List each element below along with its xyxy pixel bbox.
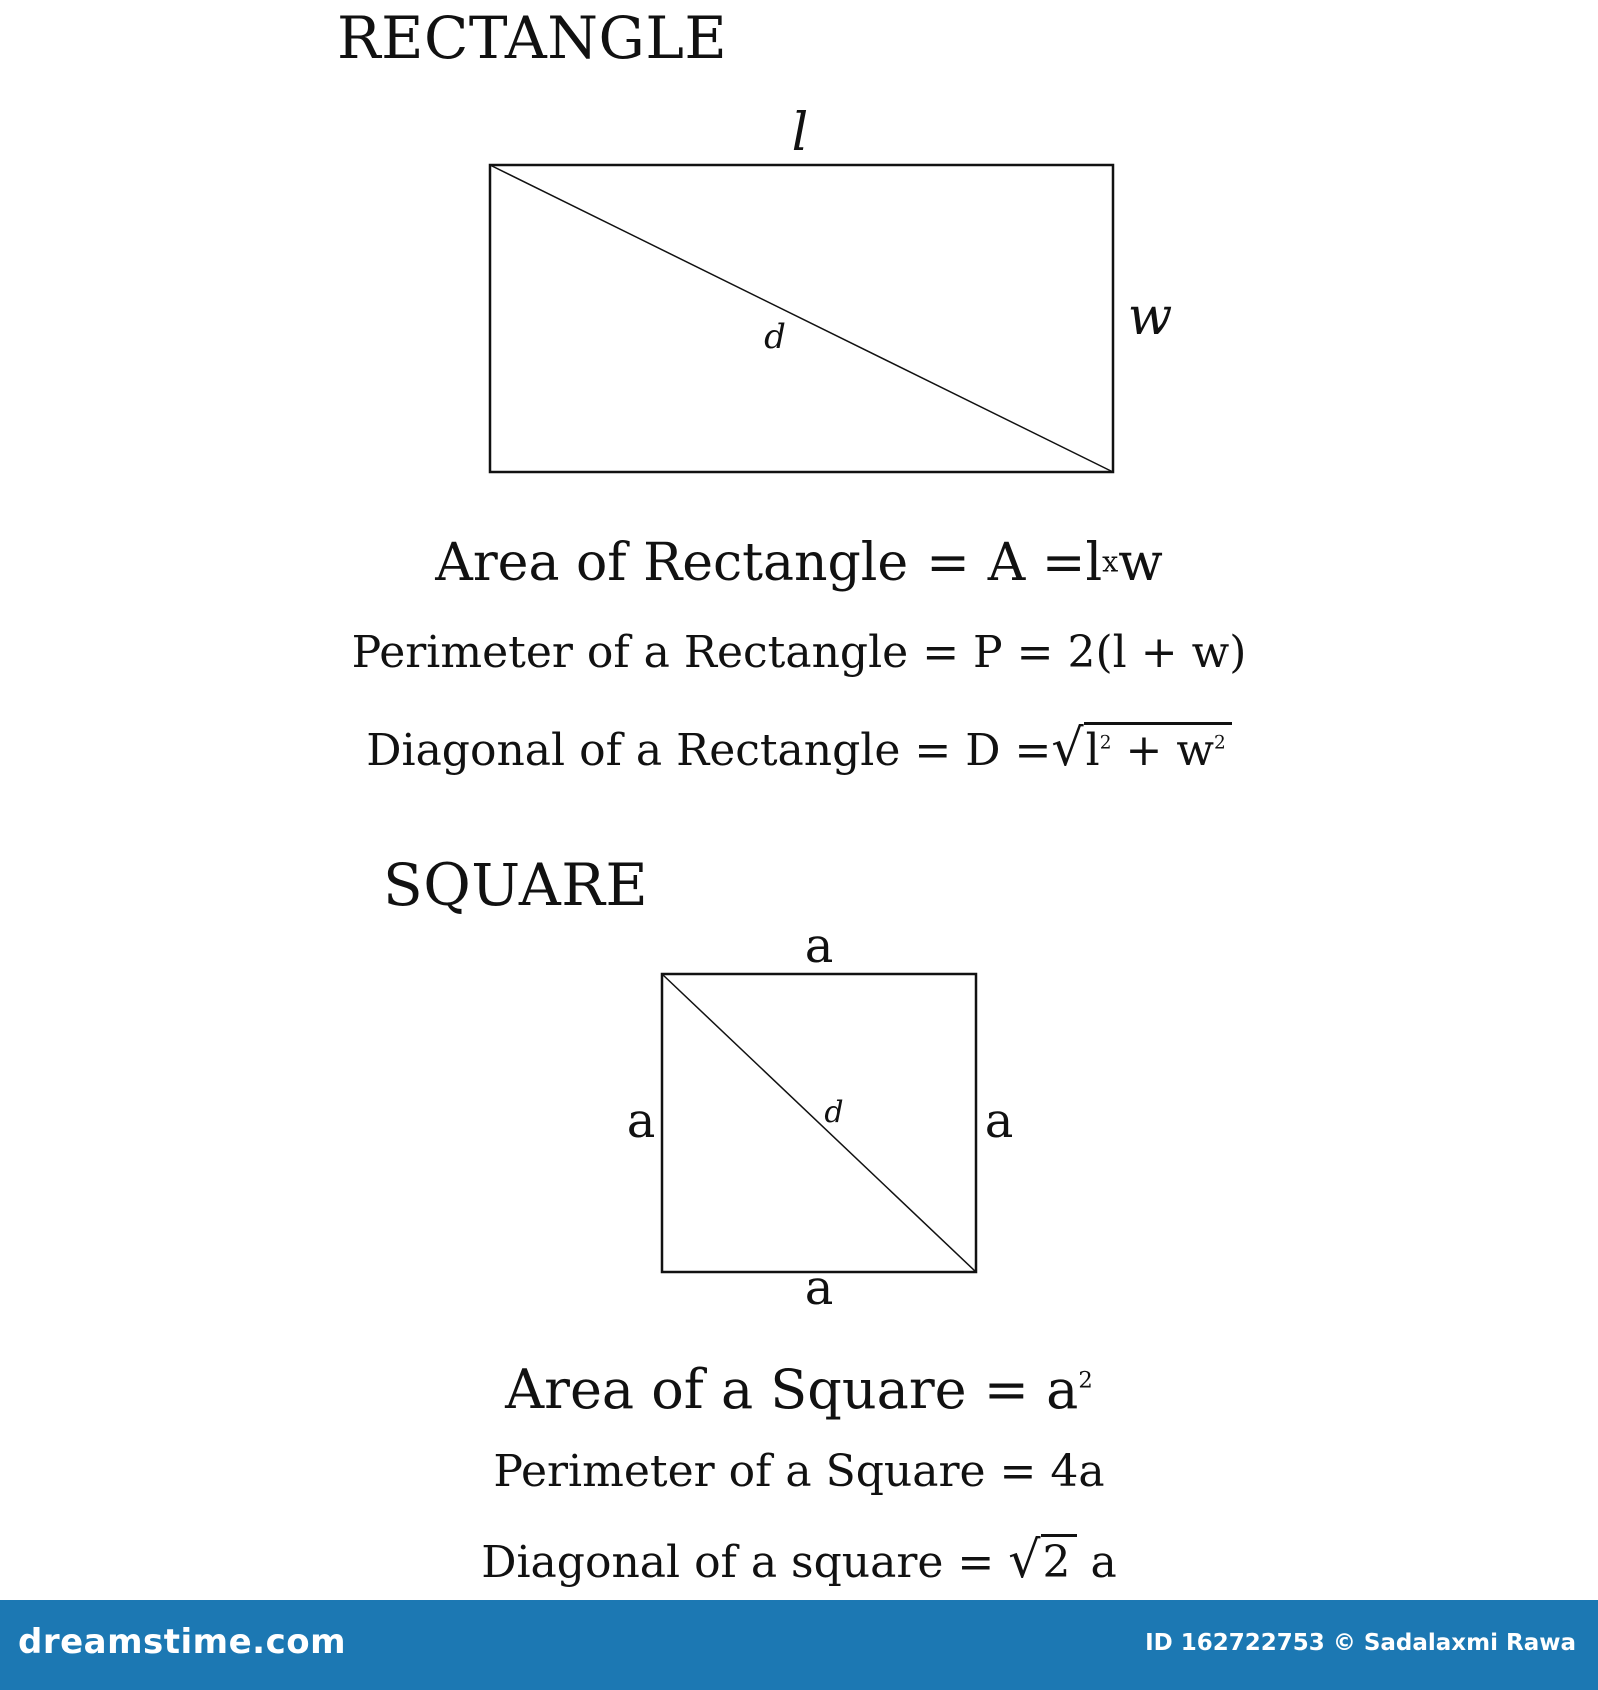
- rectangle-heading: RECTANGLE: [337, 4, 728, 72]
- square-diagonal-tail: a: [1090, 1537, 1117, 1588]
- square-diagonal-radicand: 2: [1041, 1534, 1077, 1588]
- square-side-right-label: a: [984, 1093, 1014, 1149]
- rectangle-width-label: w: [1127, 287, 1173, 347]
- square-root-symbol-2: √: [1008, 1530, 1041, 1589]
- square-side-bottom-label: a: [804, 1260, 834, 1316]
- square-heading: SQUARE: [383, 851, 649, 919]
- rectangle-area-w: w: [1118, 533, 1163, 593]
- square-diagonal-formula: [0, 1530, 1598, 1589]
- rectangle-diagonal-line: [490, 165, 1113, 472]
- square-diagonal-line: [662, 974, 976, 1272]
- rectangle-area-times: x: [1102, 544, 1119, 579]
- rectangle-diagonal-exp-l: 2: [1099, 732, 1112, 754]
- square-diagonal-name: Diagonal of a square =: [481, 1537, 995, 1588]
- footer-logo[interactable]: dreamstime.com: [18, 1622, 347, 1662]
- rectangle-diagonal-plus-w: + w: [1125, 725, 1214, 776]
- square-side-top-label: a: [804, 918, 834, 974]
- footer-credit: ID 162722753 © Sadalaxmi Rawa: [1145, 1630, 1576, 1656]
- square-diagonal-label: d: [824, 1095, 844, 1130]
- footer-bar: [0, 1600, 1598, 1690]
- rectangle-length-label: l: [791, 103, 809, 163]
- rectangle-area-formula: [0, 533, 1598, 593]
- rectangle-area-name: Area of Rectangle: [435, 533, 909, 593]
- rectangle-diagonal-l: l: [1085, 725, 1100, 776]
- rectangle-diagonal-formula: [0, 718, 1598, 777]
- square-area-exp: 2: [1078, 1367, 1093, 1394]
- rectangle-diagonal-exp-w: 2: [1214, 732, 1226, 754]
- square-perimeter-formula: Perimeter of a Square = 4a: [493, 1446, 1105, 1497]
- square-side-left-label: a: [626, 1093, 656, 1149]
- square-area-formula: [0, 1358, 1598, 1421]
- rectangle-area-lhs: A =: [987, 533, 1086, 593]
- rectangle-perimeter-formula: Perimeter of a Rectangle = P = 2(l + w): [351, 627, 1247, 678]
- rectangle-diagonal-radicand: [1084, 722, 1232, 776]
- rectangle-area-l: l: [1085, 533, 1103, 593]
- rectangle-diagonal-name: Diagonal of a Rectangle = D =: [366, 725, 1052, 776]
- square-root-symbol: √: [1051, 718, 1084, 777]
- rectangle-area-equals: =: [926, 533, 970, 593]
- rectangle-diagonal-label: d: [764, 317, 786, 357]
- square-area-name: Area of a Square = a: [505, 1358, 1079, 1421]
